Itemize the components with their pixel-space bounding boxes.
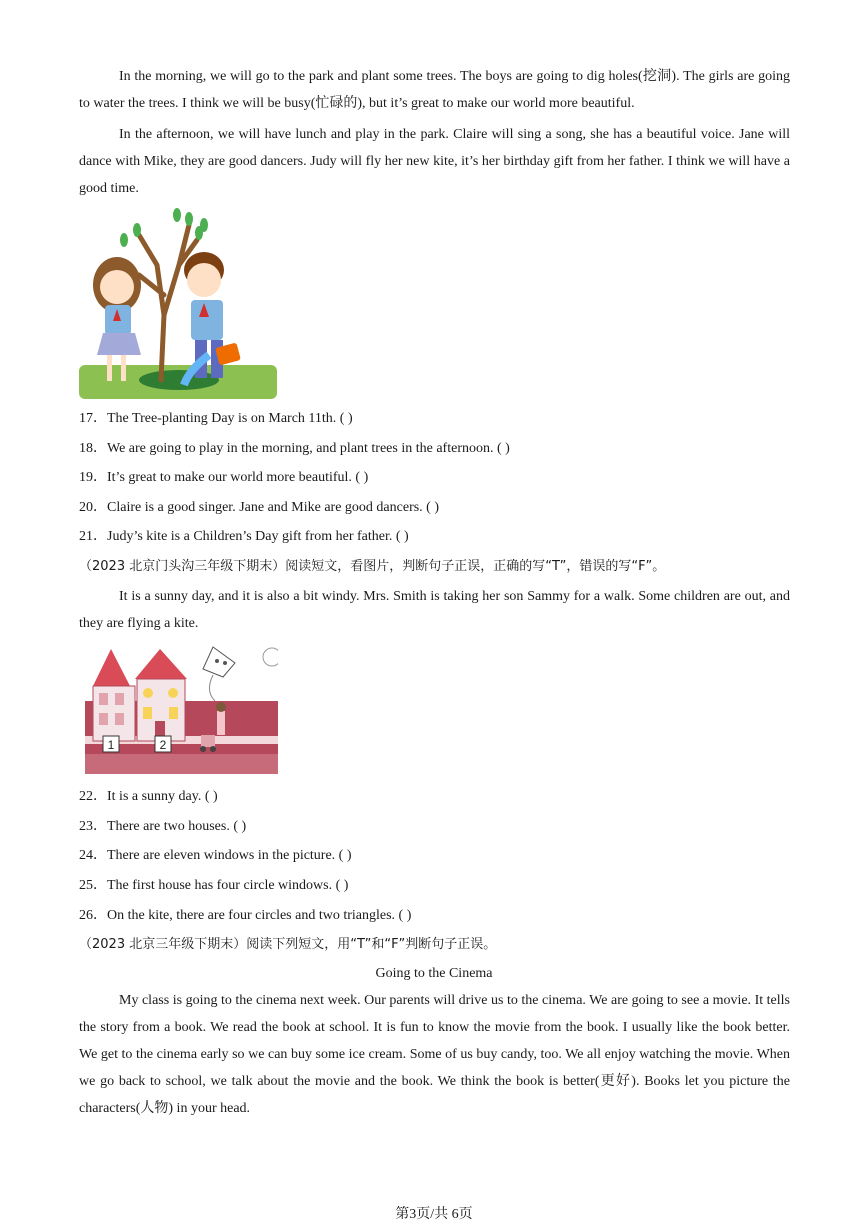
section2-instruction: （2023 北京门头沟三年级下期末）阅读短文，看图片，判断句子正误，正确的写“T”，错误的写“F”。 — [79, 559, 666, 574]
question-25: 25．The first house has four circle windows. ( ) — [79, 878, 349, 893]
section3-title: Going to the Cinema — [375, 966, 493, 981]
question-21: 21．Judy’s kite is a Children’s Day gift from her father. ( ) — [79, 529, 409, 544]
question-17: 17．The Tree-planting Day is on March 11th. ( ) — [79, 411, 353, 426]
passage1-paragraph-afternoon: In the afternoon, we will have lunch and play in the park. Claire will sing a song, she has a beautiful voice. Jane will dance with Mike, they are good dancers. Judy will fly her new kite, it’s her birthday gift from her father. I think we will have a good time. — [79, 127, 790, 196]
house-label-2: 2 — [159, 738, 167, 752]
section3-passage: My class is going to the cinema next week. Our parents will drive us to the cinema. We are going to see a movie. It tells the story from a book. We read the book at school. It is fun to know the movie from the book. I usually like the book better. We get to the cinema early so we can buy some ice cream. Some of us buy candy, too. We all enjoy watching the movie. When we go back to school, we talk about the movie and the book. We think the book is better(更好). Books let you picture the characters(人物) in your head. — [79, 993, 790, 1116]
section2-passage: It is a sunny day, and it is also a bit windy. Mrs. Smith is taking her son Sammy for a walk. Some children are out, and they are flying a kite. — [79, 589, 790, 631]
question-26: 26．On the kite, there are four circles and two triangles. ( ) — [79, 908, 412, 923]
section3-instruction: （2023 北京三年级下期末）阅读下列短文，用“T”和“F”判断句子正误。 — [79, 937, 497, 952]
question-20: 20．Claire is a good singer. Jane and Mike are good dancers. ( ) — [79, 500, 440, 515]
question-19: 19．It’s great to make our world more beautiful. ( ) — [79, 470, 369, 485]
question-23: 23．There are two houses. ( ) — [79, 819, 247, 834]
passage1-paragraph-morning: In the morning, we will go to the park and plant some trees. The boys are going to dig holes(挖洞). The girls are going to water the trees. I think we will be busy(忙碌的), but it’s great to make our world more beautiful. — [79, 69, 790, 111]
question-24: 24．There are eleven windows in the picture. ( ) — [79, 848, 352, 863]
question-18: 18．We are going to play in the morning, and plant trees in the afternoon. ( ) — [79, 441, 510, 456]
question-22: 22．It is a sunny day. ( ) — [79, 789, 218, 804]
houses-illustration — [85, 641, 278, 774]
page-footer: 第3页/共 6页 — [395, 1207, 473, 1222]
house-label-1: 1 — [107, 738, 115, 752]
tree-planting-illustration — [79, 205, 277, 399]
